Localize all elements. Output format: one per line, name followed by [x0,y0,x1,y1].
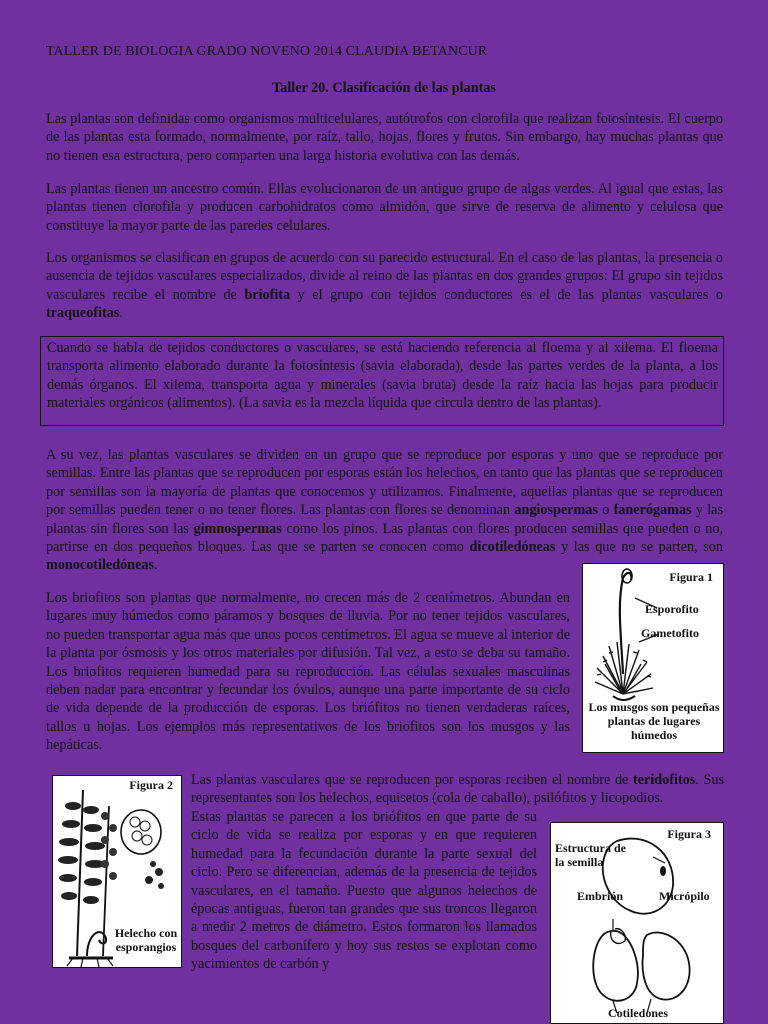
page-title: Taller 20. Clasificación de las plantas [272,80,496,96]
paragraph-fern-comparison: Estas plantas se parecen a los briófitos en que parte de su ciclo de vida se realiza por esporas y en que requieren humedad para la fecundación durante la parte sexual del ciclo. Pero se diferencian, además de la presencia de tejidos vasculares, en el tamaño. Puesto que algunos helechos de épocas antiguas, fueron tan grandes que sus troncos llegaron a medir 2 metros de diámetro. Estos formaron los llamados bosques del carbonífero y hoy sus restos se explotan como yacimientos de carbón y [191,809,537,973]
figure-1-title: Figura 1 [669,570,713,584]
figure-3-title: Figura 3 [667,827,711,841]
paragraph-ancestor: Las plantas tienen un ancestro común. Ellas evolucionaron de un antiguo grupo de algas verdes. Al igual que estas, las plantas tienen clorofila y producen carbohidratos como almidón, que sirve de reserva de alimento y celulosa que constituye la mayor parte de las paredes celulares. [46,181,723,234]
paragraph-definition: Las plantas son definidas como organismos multicelulares, autótrofos con clorofila que realizan fotosíntesis. El cuerpo de las plantas esta formado, normalmente, por raíz, tallo, hojas, flores y frutos. Sin embargo, hay muchas plantas que no tienen esa estructura, pero comparten una larga historia evolutiva con las demás. [46,111,723,164]
paragraph-vascular-division: A su vez, las plantas vasculares se dividen en un grupo que se reproduce por esporas y uno que se reproduce por semillas. Entre las plantas que se reproducen por esporas están los helechos, en tanto que las plantas que se reproducen por semillas son la mayoría de plantas que conocemos y utilizamos. Finalmente, aquellas plantas que se reproducen por semillas pueden tener o no tener flores. Las plantas con flores se denominan angiospermas o fanerógamas y las plantas sin flores son las gimnospermas como los pinos. Las plantas con flores producen semillas que pueden o no, partirse en dos pequeños bloques. Las que se parten se conocen como dicotiledóneas y las que no se parten, son monocotiledóneas. [46,447,723,574]
paragraph-bryophytes: Los briofitos son plantas que normalmente, no crecen más de 2 centímetros. Abundan en lugares muy húmedos como páramos y bosques de lluvia. Por no tener tejidos vasculares, no pueden transportar agua más que unos pocos centímetros. El agua se mueve al interior de la planta por ósmosis y los otros materiales por difusión. Tal vez, a esto se deba su tamaño. Los briofitos requieren humedad para su reproducción. Las células sexuales masculinas deben nadar para encontrar y fecundar los óvulos, aunque una parte importante de su ciclo de vida depende de la producción de esporas. Los briófitos no tienen verdaderas raíces, tallos u hojas. Los ejemplos más representativos de los briofitos son los musgos y las hepáticas. [46,590,570,754]
vascular-tissue-text: Cuando se habla de tejidos conductores o vasculares, se está haciendo referencia al floema y al xilema. El floema transporta alimento elaborado durante la fotosíntesis (savia elaborada), desde las partes verdes de la planta, a los demás órganos. El xilema, transporta agua y minerales (savia bruta) desde la raíz hacia las hojas para producir materiales orgánicos (alimentos). (La savia es la mezcla líquida que circula dentro de las plantas). [47,340,718,412]
figure-1-label-gametophyte: Gametofito [641,626,699,640]
paragraph-pteridophytes: Las plantas vasculares que se reproducen por esporas reciben el nombre de teridofitos. Sus representantes son los helechos, equisetos (cola de caballo), psilófitos y licopodios. [191,772,724,807]
figure-1-label-sporophyte: Esporofito [645,602,699,616]
figure-1-caption: Los musgos son pequeñas plantas de lugares húmedos [588,700,720,742]
figure-3-label-cotyledons: Cotiledones [608,1006,668,1020]
document-header: TALLER DE BIOLOGIA GRADO NOVENO 2014 CLAUDIA BETANCUR [46,44,488,59]
figure-3-label-embryo: Embrión [577,889,624,903]
figure-3-label-structure: Estructura de la semilla [555,841,626,869]
figure-1-moss [582,563,724,753]
figure-2-caption: Helecho con esporangios [114,926,178,954]
figure-3-label-micropyle: Micrópilo [659,889,710,903]
figure-2-title: Figura 2 [129,778,173,792]
figure-3-seed [550,822,724,1024]
paragraph-classification: Los organismos se clasifican en grupos de acuerdo con su parecido estructural. En el caso de las plantas, la presencia o ausencia de tejidos vasculares especializados, divide al reino de las plantas en dos grandes grupos: El grupo sin tejidos vasculares recibe el nombre de briofita y el grupo con tejidos conductores es el de las plantas vasculares o traqueofitas. [46,250,723,322]
figure-2-fern [52,775,182,968]
vascular-tissue-box [40,336,724,426]
